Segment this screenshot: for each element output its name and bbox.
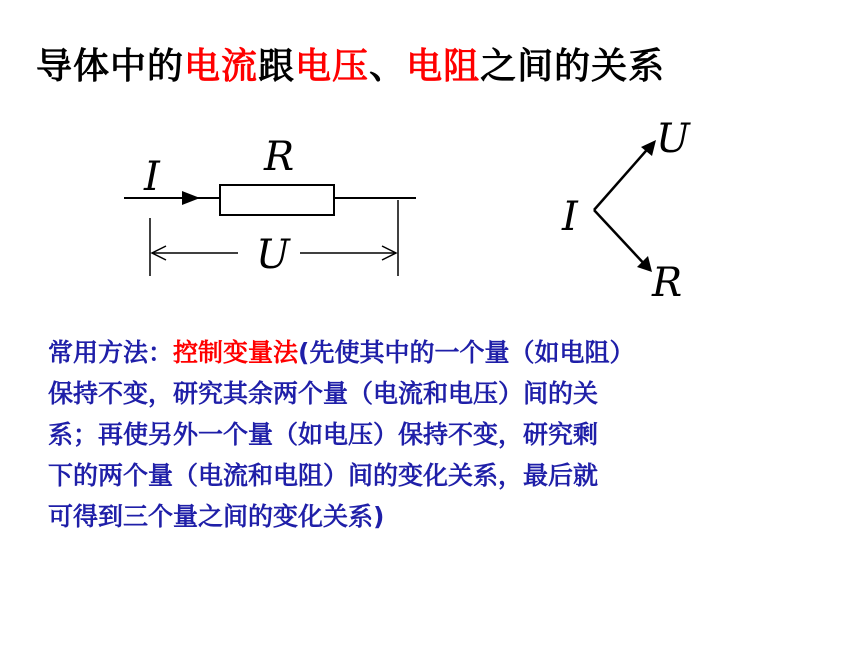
arrow-to-voltage <box>594 144 652 210</box>
relation-voltage-label: U <box>656 116 690 162</box>
title-part: 之间的关系 <box>480 46 666 87</box>
method-line-2: 保持不变，研究其余两个量（电流和电压）间的关 <box>48 379 599 408</box>
title-current: 电流 <box>184 46 259 87</box>
arrow-to-resistance <box>594 210 648 268</box>
title-part: 、 <box>369 46 407 87</box>
circuit-diagram <box>124 134 416 278</box>
current-arrow <box>182 191 200 205</box>
title-voltage: 电压 <box>295 46 370 87</box>
relation-diagram <box>561 116 691 306</box>
method-line-5: 可得到三个量之间的变化关系) <box>48 502 385 531</box>
title-part: 跟 <box>258 46 296 87</box>
title-resistance: 电阻 <box>406 46 481 87</box>
method-line-1-rest: (先使其中的一个量（如电阻） <box>298 338 635 367</box>
method-description <box>48 332 838 537</box>
method-highlight: 控制变量法 <box>173 338 299 367</box>
method-line-1 <box>48 332 838 373</box>
method-line-3: 系；再使另外一个量（如电压）保持不变，研究剩 <box>48 420 599 449</box>
current-label: I <box>144 154 160 200</box>
resistor <box>220 185 334 215</box>
title-part: 导体中的 <box>36 46 185 87</box>
method-line-4: 下的两个量（电流和电阻）间的变化关系，最后就 <box>48 461 599 490</box>
resistor-label: R <box>264 134 295 180</box>
method-prefix: 常用方法： <box>48 338 174 367</box>
voltage-label: U <box>256 232 290 278</box>
relation-resistance-label: R <box>652 260 683 306</box>
relation-current-label: I <box>562 194 578 240</box>
